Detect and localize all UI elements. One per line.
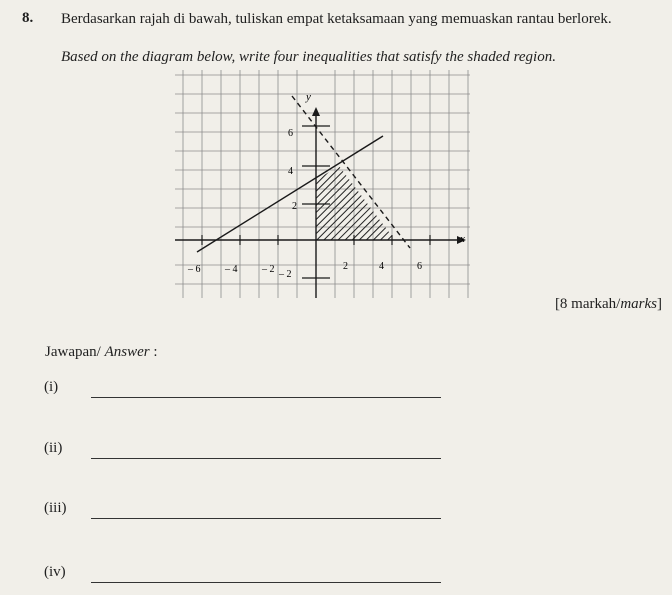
answer-line[interactable]	[91, 518, 441, 519]
question-text-english: Based on the diagram below, write four inequalities that satisfy the shaded region.	[61, 49, 556, 65]
marks-label: [8 markah/marks]	[554, 296, 662, 312]
x-tick-label: 4	[379, 261, 384, 272]
answer-item-label: (iii)	[44, 500, 67, 516]
question-text-malay: Berdasarkan rajah di bawah, tuliskan empat ketaksamaan yang memuaskan rantau berlorek.	[61, 11, 612, 27]
answer-item[interactable]	[44, 564, 444, 586]
x-tick-label: 6	[417, 261, 422, 272]
x-axis-label: x	[460, 233, 465, 245]
x-tick-label: – 6	[188, 264, 201, 275]
x-tick-label: – 4	[225, 264, 238, 275]
answer-item[interactable]	[44, 500, 444, 522]
y-tick-label: 4	[288, 166, 293, 177]
inequality-graph	[175, 70, 470, 298]
answer-line[interactable]	[91, 397, 441, 398]
answer-item-label: (iv)	[44, 564, 66, 580]
y-axis-label: y	[306, 91, 311, 103]
answer-line[interactable]	[91, 458, 441, 459]
answer-item-label: (ii)	[44, 440, 63, 456]
y-tick-label: 2	[292, 201, 297, 212]
x-tick-label: 2	[343, 261, 348, 272]
x-tick-label: – 2	[262, 264, 275, 275]
answer-item[interactable]	[44, 379, 444, 401]
answer-item[interactable]	[44, 440, 444, 462]
y-tick-label: 6	[288, 128, 293, 139]
question-number: 8.	[22, 10, 34, 26]
answer-heading: Jawapan/ Answer :	[45, 344, 158, 360]
answer-item-label: (i)	[44, 379, 59, 395]
answer-line[interactable]	[91, 582, 441, 583]
y-tick-label: – 2	[279, 269, 292, 280]
